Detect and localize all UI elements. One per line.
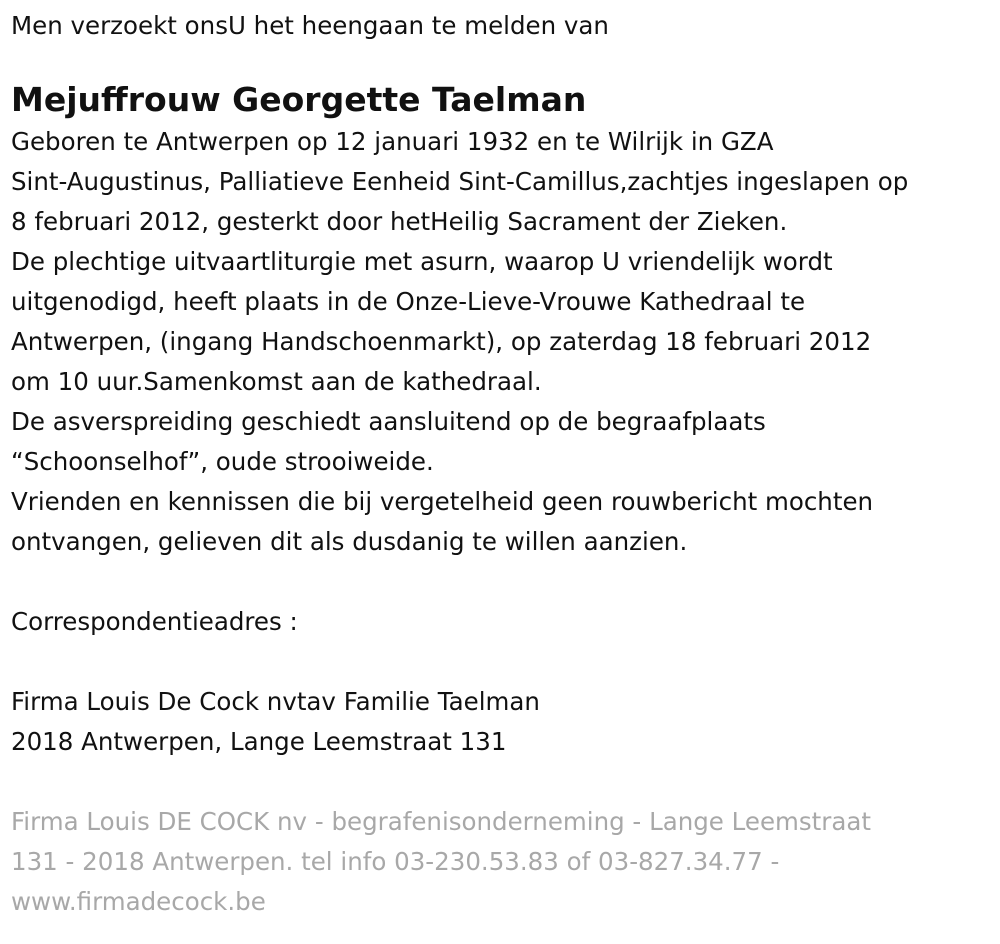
address-line: 2018 Antwerpen, Lange Leemstraat 131 <box>11 727 507 756</box>
footer-website-link[interactable]: www.firmadecock.be <box>11 887 266 916</box>
body-line: Vrienden en kennissen die bij vergetelheid geen rouwbericht mochten <box>11 487 874 516</box>
correspondence-label: Correspondentieadres : <box>11 607 298 636</box>
spacer <box>11 562 988 602</box>
footer-line: 131 - 2018 Antwerpen. tel info 03-230.53.83 of 03-827.34.77 - <box>11 847 780 876</box>
body-line: Antwerpen, (ingang Handschoenmarkt), op zaterdag 18 februari 2012 <box>11 327 872 356</box>
notice-body <box>11 122 988 562</box>
body-line: De plechtige uitvaartliturgie met asurn, waarop U vriendelijk wordt <box>11 247 833 276</box>
footer-line: Firma Louis DE COCK nv - begrafenisonderneming - Lange Leemstraat <box>11 807 871 836</box>
intro-text: Men verzoekt onsU het heengaan te melden van <box>11 11 609 40</box>
body-line: 8 februari 2012, gesterkt door hetHeilig Sacrament der Zieken. <box>11 207 788 236</box>
correspondence-address <box>11 682 988 762</box>
body-line: om 10 uur.Samenkomst aan de kathedraal. <box>11 367 542 396</box>
spacer <box>11 642 988 682</box>
body-line: Geboren te Antwerpen op 12 januari 1932 en te Wilrijk in GZA <box>11 127 774 156</box>
spacer <box>11 762 988 802</box>
funeral-home-footer <box>11 802 988 922</box>
deceased-name: Mejuffrouw Georgette Taelman <box>11 80 587 119</box>
body-line: “Schoonselhof”, oude strooiweide. <box>11 447 434 476</box>
address-line: Firma Louis De Cock nvtav Familie Taelman <box>11 687 540 716</box>
body-line: ontvangen, gelieven dit als dusdanig te willen aanzien. <box>11 527 688 556</box>
body-line: De asverspreiding geschiedt aansluitend op de begraafplaats <box>11 407 766 436</box>
body-line: Sint-Augustinus, Palliatieve Eenheid Sint-Camillus,zachtjes ingeslapen op <box>11 167 909 196</box>
body-line: uitgenodigd, heeft plaats in de Onze-Lieve-Vrouwe Kathedraal te <box>11 287 806 316</box>
